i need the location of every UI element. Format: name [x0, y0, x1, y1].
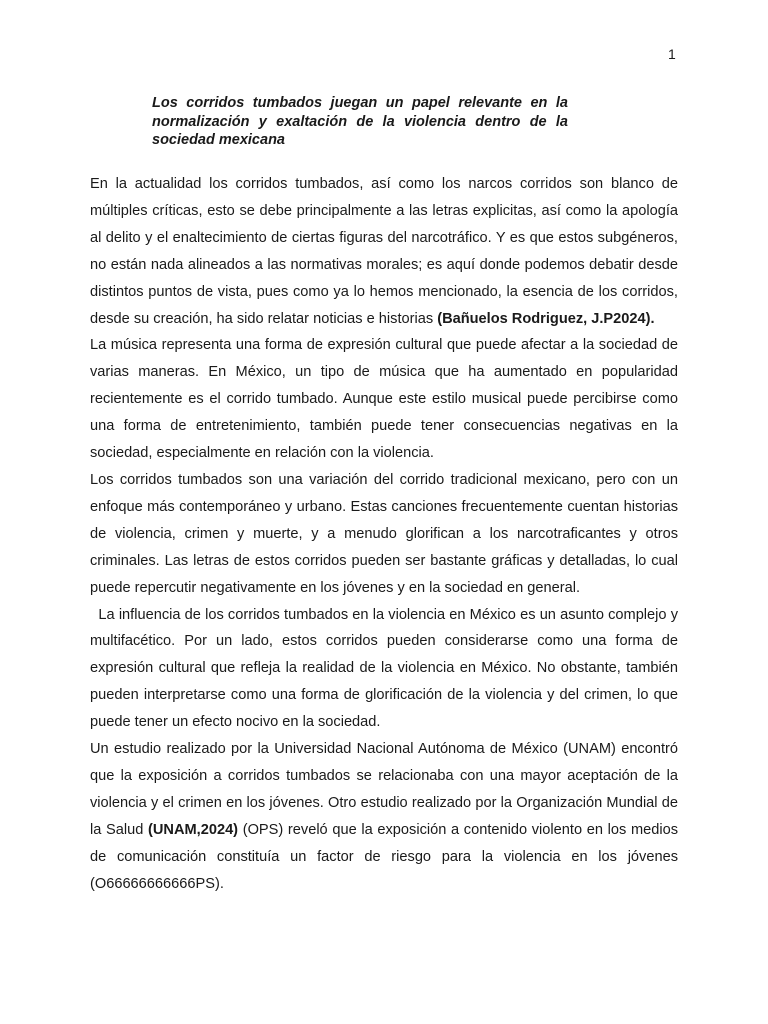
citation-banuelos: (Bañuelos Rodriguez, J.P2024). [437, 310, 655, 327]
paragraph-5-text-before: Un estudio realizado por la Universidad Nacional Autónoma de México (UNAM) encontró que la exposición a corridos tumbados se relacionaba con una mayor aceptación de la violencia y el crimen en los jóvenes. Otro estudio realizado por la Organización Mundial de la Salud [90, 741, 678, 838]
paragraph-1-text: En la actualidad los corridos tumbados, así como los narcos corridos son blanco de múltiples críticas, esto se debe principalmente a las letras explicitas, así como la apología al delito y el enaltecimiento de ciertas figuras del narcotráfico. Y es que estos subgéneros, no están nada alineados a las normativas morales; es aquí donde podemos debatir desde distintos puntos de vista, pues como ya lo hemos mencionado, la esencia de los corridos, desde su creación, ha sido relatar noticias e historias [90, 176, 678, 327]
citation-unam: (UNAM,2024) [148, 821, 239, 838]
paragraph-3 [90, 467, 678, 602]
paragraph-2-text: La música representa una forma de expresión cultural que puede afectar a la sociedad de varias maneras. En México, un tipo de música que ha aumentado en popularidad recientemente es el corrido tumbado. Aunque este estilo musical puede percibirse como una forma de entretenimiento, también puede tener consecuencias negativas en la sociedad, especialmente en relación con la violencia. [90, 337, 678, 462]
document-title: Los corridos tumbados juegan un papel relevante en la normalización y exaltación de la violencia dentro de la sociedad mexicana [152, 95, 568, 148]
paragraph-3-text: Los corridos tumbados son una variación del corrido tradicional mexicano, pero con un enfoque más contemporáneo y urbano. Estas canciones frecuentemente cuentan historias de violencia, crimen y muerte, y a menudo glorifican a los narcotraficantes y otros criminales. Las letras de estos corridos pueden ser bastante gráficas y detalladas, lo cual puede repercutir negativamente en los jóvenes y en la sociedad en general. [90, 471, 678, 596]
paragraph-2 [90, 332, 678, 467]
paragraph-4-text: La influencia de los corridos tumbados en la violencia en México es un asunto complejo y multifacético. Por un lado, estos corridos pueden considerarse como una forma de expresión cultural que refleja la realidad de la violencia en México. No obstante, también pueden interpretarse como una forma de glorificación de la violencia y del crimen, lo que puede tener un efecto nocivo en la sociedad. [90, 606, 679, 731]
paragraph-4 [90, 602, 678, 737]
paragraph-1 [90, 171, 678, 332]
paragraph-5 [90, 736, 678, 897]
document-body [90, 171, 678, 897]
page-number: 1 [668, 46, 676, 62]
paragraph-5-text-after: (OPS) reveló que la exposición a contenido violento en los medios de comunicación constituía un factor de riesgo para la violencia en los jóvenes (O66666666666PS). [90, 821, 678, 892]
